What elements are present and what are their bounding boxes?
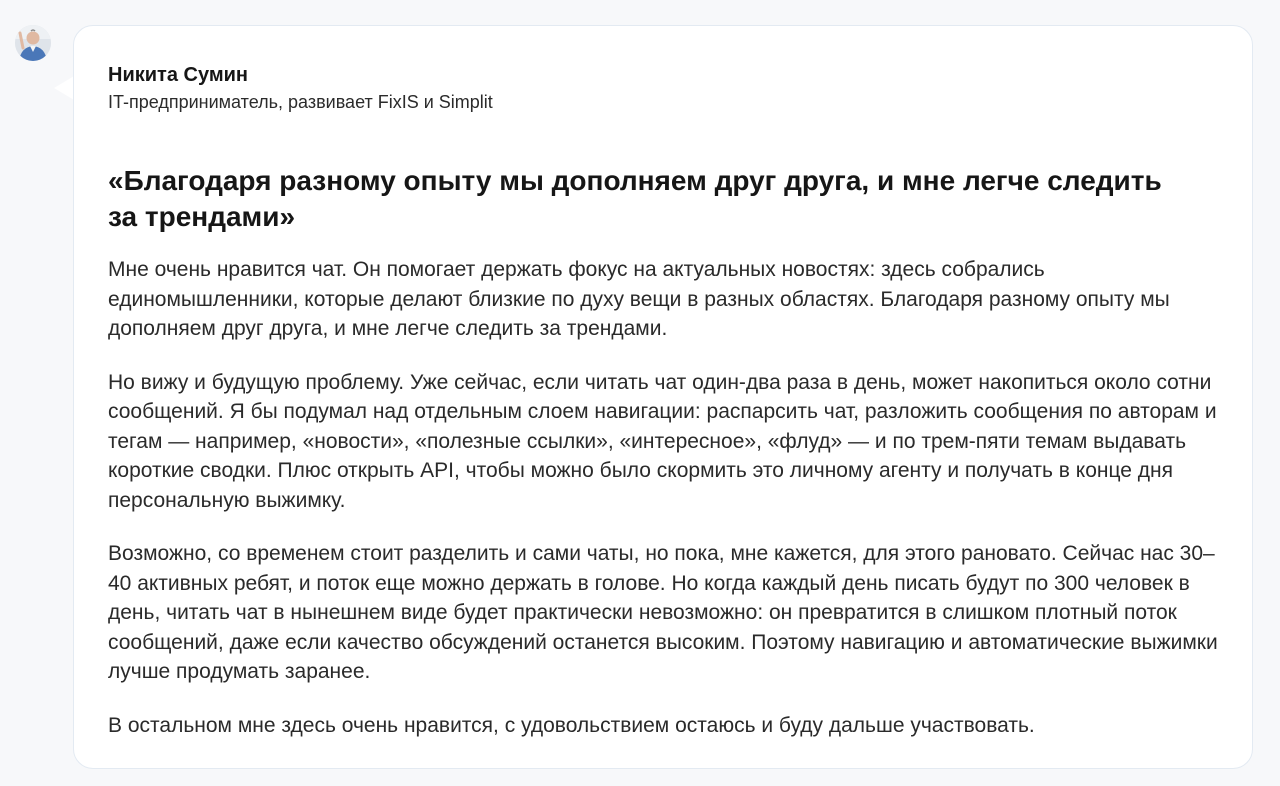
bubble-tail <box>54 76 74 100</box>
quote-body <box>108 255 1218 740</box>
paragraph: Мне очень нравится чат. Он помогает держать фокус на актуальных новостях: здесь собрались единомышленники, которые делают близкие по духу вещи в разных областях. Благодаря разному опыту мы дополняем друг друга, и мне легче следить за трендами. <box>108 258 1170 340</box>
quote-title: «Благодаря разному опыту мы дополняем друг друга, и мне легче следить за трендами» <box>108 165 1162 232</box>
paragraph: Возможно, со временем стоит разделить и сами чаты, но пока, мне кажется, для этого рановато. Сейчас нас 30–40 активных ребят, и поток еще можно держать в голове. Но когда каждый день писать будут по 300 человек в день, читать чат в нынешнем виде будет практически невозможно: он превратится в слишком плотный поток сообщений, даже если качество обсуждений останется высоким. Поэтому навигацию и автоматические выжимки лучше продумать заранее. <box>108 542 1218 683</box>
avatar <box>15 25 51 61</box>
author-role: IT-предприниматель, развивает FixIS и Simplit <box>108 92 493 112</box>
paragraph: Но вижу и будущую проблему. Уже сейчас, если читать чат один-два раза в день, может накопиться около сотни сообщений. Я бы подумал над отдельным слоем навигации: распарсить чат, разложить сообщения по авторам и тегам — например, «новости», «полезные ссылки», «интересное», «флуд» — и по трем-пяти темам выдавать короткие сводки. Плюс открыть API, чтобы можно было скормить это личному агенту и получать в конце дня персональную выжимку. <box>108 370 1217 512</box>
testimonial-card <box>73 25 1253 769</box>
author-name: Никита Сумин <box>108 64 248 86</box>
person-photo-icon <box>15 25 51 61</box>
paragraph: В остальном мне здесь очень нравится, с удовольствием остаюсь и буду дальше участвовать. <box>108 713 1035 737</box>
